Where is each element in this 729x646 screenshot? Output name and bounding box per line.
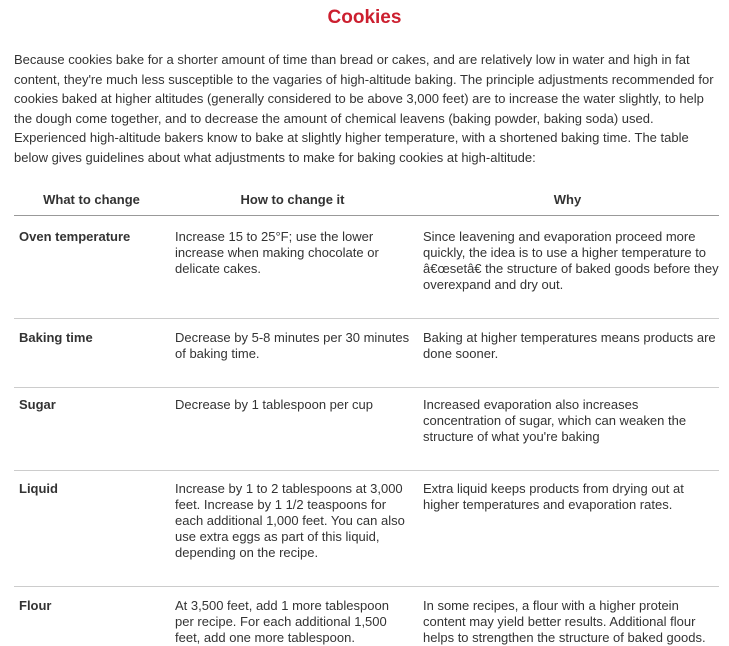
header-what-to-change: What to change: [14, 189, 169, 216]
row-why-oven-temperature: Since leavening and evaporation proceed more quickly, the idea is to use a higher temperature to â€œsetâ€ the structure of baked goods before they overexpand and dry out.: [416, 216, 719, 319]
page-title: Cookies: [0, 6, 729, 30]
table-row: [14, 319, 719, 388]
table-row: [14, 587, 719, 646]
row-factor-oven-temperature: Oven temperature: [14, 216, 169, 319]
table-row: [14, 471, 719, 587]
row-factor-baking-time: Baking time: [14, 319, 169, 388]
row-why-baking-time: Baking at higher temperatures means products are done sooner.: [416, 319, 719, 388]
adjustments-table: [14, 189, 719, 646]
intro-paragraph: Because cookies bake for a shorter amount of time than bread or cakes, and are relatively low in water and high in fat content, they're much less susceptible to the vagaries of high-altitude baking. The principle adjustments recommended for cookies baked at higher altitudes (generally considered to be above 3,000 feet) are to increase the water slightly, to help the dough come together, and to decrease the amount of chemical leavens (baking powder, baking soda) used. Experienced high-altitude bakers know to bake at slightly higher temperature, with a shortened baking time. The table below gives guidelines about what adjustments to make for baking cookies at high-altitude:: [14, 50, 724, 167]
table-row: [14, 388, 719, 471]
table-row: [14, 216, 719, 319]
row-why-sugar: Increased evaporation also increases concentration of sugar, which can weaken the structure of what you're baking: [416, 388, 719, 471]
row-factor-sugar: Sugar: [14, 388, 169, 471]
row-how-baking-time: Decrease by 5-8 minutes per 30 minutes of baking time.: [169, 319, 416, 388]
row-why-liquid: Extra liquid keeps products from drying out at higher temperatures and evaporation rates.: [416, 471, 719, 587]
header-why: Why: [416, 189, 719, 216]
table-header-row: [14, 189, 719, 216]
header-how-to-change: How to change it: [169, 189, 416, 216]
row-how-oven-temperature: Increase 15 to 25°F; use the lower increase when making chocolate or delicate cakes.: [169, 216, 416, 319]
row-how-liquid: Increase by 1 to 2 tablespoons at 3,000 feet. Increase by 1 1/2 teaspoons for each additional 1,000 feet. You can also use extra eggs as part of this liquid, depending on the recipe.: [169, 471, 416, 587]
row-how-flour: At 3,500 feet, add 1 more tablespoon per recipe. For each additional 1,500 feet, add one more tablespoon.: [169, 587, 416, 646]
row-why-flour: In some recipes, a flour with a higher protein content may yield better results. Additional flour helps to strengthen the structure of baked goods.: [416, 587, 719, 646]
row-how-sugar: Decrease by 1 tablespoon per cup: [169, 388, 416, 471]
row-factor-flour: Flour: [14, 587, 169, 646]
row-factor-liquid: Liquid: [14, 471, 169, 587]
